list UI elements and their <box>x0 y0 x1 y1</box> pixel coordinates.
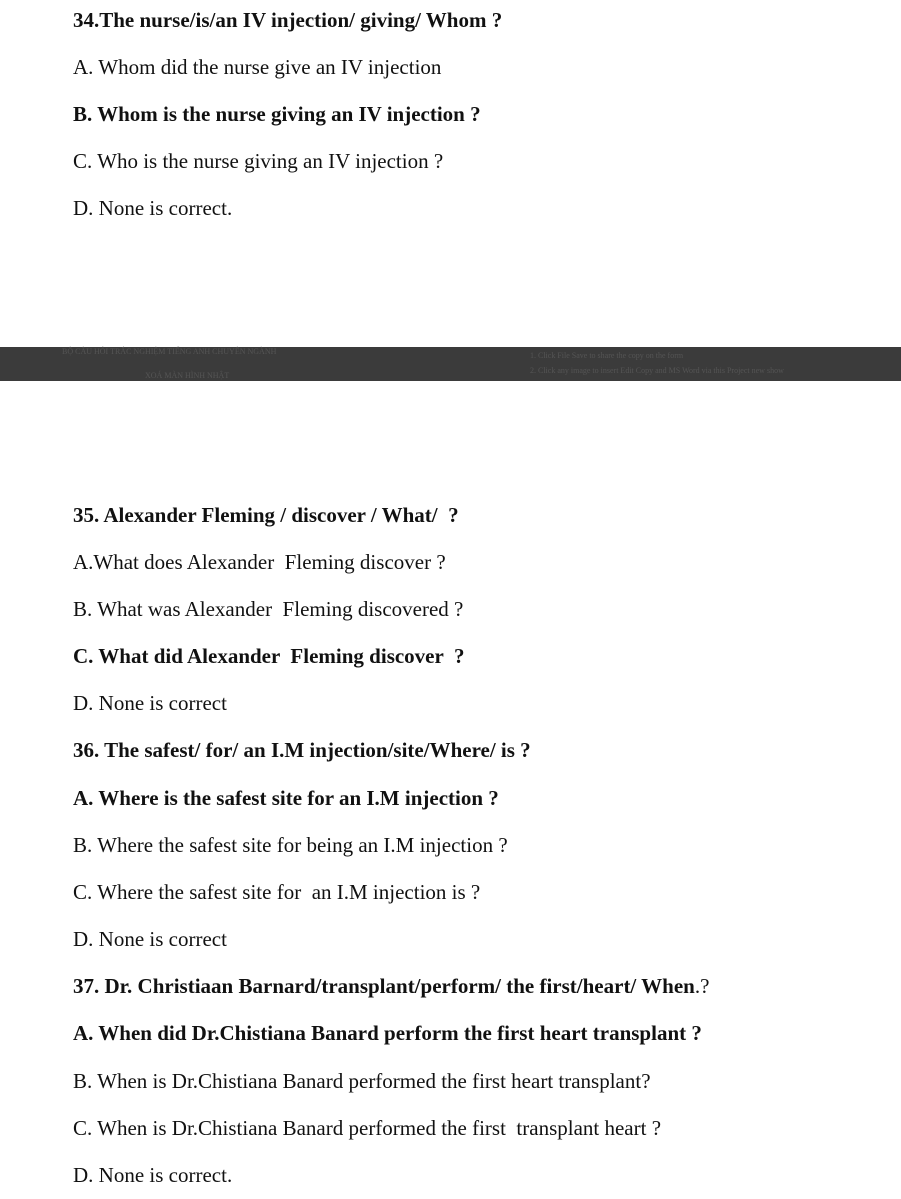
question-34-option-c: C. Who is the nurse giving an IV injection ? <box>73 149 444 173</box>
band-right-text-2: 2. Click any image to insert Edit Copy and MS Word via this Project new show <box>530 366 784 375</box>
band-left-text-2: XOÁ MÀN HÌNH NHẬT <box>145 371 230 380</box>
question-37-title <box>73 973 709 999</box>
question-37-title-tail: .? <box>694 974 710 998</box>
question-37-option-c: C. When is Dr.Chistiana Banard performed the first transplant heart ? <box>73 1116 662 1140</box>
question-37-option-b: B. When is Dr.Chistiana Banard performed the first heart transplant? <box>73 1069 651 1093</box>
question-35-option-b: B. What was Alexander Fleming discovered ? <box>73 597 464 621</box>
question-35-option-a: A.What does Alexander Fleming discover ? <box>73 550 446 574</box>
question-34-option-a: A. Whom did the nurse give an IV injection <box>73 55 442 79</box>
question-35-title: 35. Alexander Fleming / discover / What/ ? <box>73 503 459 527</box>
question-36-option-c: C. Where the safest site for an I.M injection is ? <box>73 880 481 904</box>
question-34-option-b: B. Whom is the nurse giving an IV injection ? <box>73 102 481 126</box>
question-35-option-c: C. What did Alexander Fleming discover ? <box>73 644 465 668</box>
question-36-option-b: B. Where the safest site for being an I.M injection ? <box>73 833 508 857</box>
band-left-text-1: BỘ CÂU HỎI TRẮC NGHIỆM TIẾNG ANH CHUYÊN NGÀNH <box>62 347 277 356</box>
question-37-option-d: D. None is correct. <box>73 1163 233 1187</box>
question-37-option-a: A. When did Dr.Chistiana Banard perform the first heart transplant ? <box>73 1021 702 1045</box>
question-34-title: 34.The nurse/is/an IV injection/ giving/ Whom ? <box>73 8 503 32</box>
band-right-text-1: 1. Click File Save to share the copy on the form <box>530 351 684 360</box>
question-37-title-main: 37. Dr. Christiaan Barnard/transplant/perform/ the first/heart/ When <box>73 974 695 998</box>
question-34-option-d: D. None is correct. <box>73 196 233 220</box>
question-35-option-d: D. None is correct <box>73 691 227 715</box>
question-36-option-a: A. Where is the safest site for an I.M injection ? <box>73 786 499 810</box>
question-36-option-d: D. None is correct <box>73 927 227 951</box>
page-break-band <box>0 347 901 381</box>
question-36-title: 36. The safest/ for/ an I.M injection/site/Where/ is ? <box>73 738 531 762</box>
